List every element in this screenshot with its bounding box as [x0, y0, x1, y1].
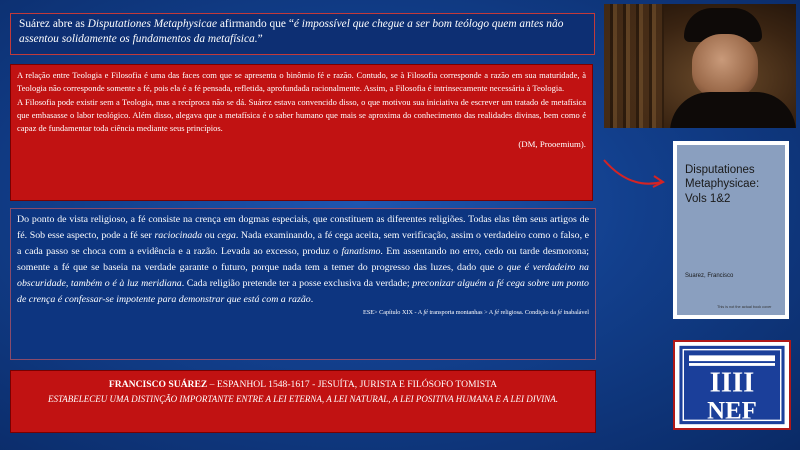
- portrait-image: [604, 4, 796, 128]
- faith-text-part: . Cada religião pretende ter a posse exclusiva da verdade;: [181, 278, 413, 290]
- book-cover: [673, 141, 789, 319]
- quote-box: [10, 13, 595, 55]
- portrait-face: [692, 34, 758, 98]
- logo-columns: IIII: [709, 366, 755, 399]
- quote-intro: Suárez abre as: [19, 18, 88, 30]
- faith-text-part: . Em assentando no erro, cedo ou tarde desmorona; somente a fé que se baseia na verdade garante o futuro, porque nada tem a temer do progresso das luzes, dado que: [17, 246, 589, 274]
- faith-emphasis: preconizar alguém a fé cega sobre um ponto de crença é confessar-se impotente para demonstrar que está com a razão: [17, 278, 589, 306]
- source-part: ESE> Capítulo XIX - A: [363, 309, 424, 317]
- faith-emphasis: o que é verdadeiro na obscuridade, também o é à luz meridiana: [17, 262, 589, 290]
- book-title: Disputationes Metaphysicae: Vols 1&2: [685, 164, 760, 205]
- faith-emphasis: raciocinada: [154, 230, 203, 242]
- faith-box: [10, 208, 596, 360]
- faith-text-part: . Nada examinando, a fé cega aceita, sem verificação, assim o verdadeiro como o falso, e a cada passo se choca com a evidência e a razão. Levada ao excesso, produz o: [17, 230, 589, 258]
- source-emphasis: fé: [557, 309, 563, 317]
- source-part: transporta montanhas > A: [427, 309, 495, 317]
- faith-emphasis: cega: [217, 230, 236, 242]
- bookshelf-background: [604, 4, 664, 128]
- excerpt-citation: (DM, Prooemium).: [518, 139, 586, 150]
- faith-source: [17, 309, 589, 318]
- philosopher-name: FRANCISCO SUÁREZ: [108, 379, 208, 390]
- excerpt-paragraph-1: A relação entre Teologia e Filosofia é uma das faces com que se apresenta o binômio fé e razão. Contudo, se à Filosofia corresponde a razão em sua maturidade, à Teologia não corresponde somente a fé, pois ela é a fé pensada, refletida, aprofundada racionalmente. Assim, a Filosofia é intrinsecamente necessária à Teologia.: [17, 70, 586, 94]
- source-part: inabalável: [562, 309, 589, 317]
- philosopher-details: – ESPANHOL 1548-1617 - JESUÍTA, JURISTA E FILÓSOFO TOMISTA: [207, 379, 498, 390]
- source-emphasis: fé: [494, 309, 499, 317]
- biography-heading: [21, 377, 585, 392]
- quote-end: ”: [257, 33, 263, 46]
- quote-mid: afirmando que “: [217, 18, 294, 30]
- curved-arrow-icon: [600, 150, 670, 195]
- faith-emphasis: fanatismo: [341, 246, 381, 258]
- nef-logo: [673, 340, 791, 430]
- logo-text: NEF: [707, 397, 757, 425]
- quote-text: é impossível que chegue a ser bom teólogo quem antes não assentou solidamente os fundamentos da metafísica.: [19, 18, 564, 46]
- book-author: Suarez, Francisco: [685, 273, 734, 279]
- faith-text-part: ou: [202, 230, 218, 242]
- faith-text-part: .: [310, 294, 314, 306]
- excerpt-box: [10, 64, 593, 201]
- faith-text-part: Do ponto de vista religioso, a fé consiste na crença em dogmas especiais, que constituem as diferentes religiões. Todas elas têm seus artigos de fé. Sob esse aspecto, pode a fé ser: [17, 214, 589, 242]
- book-cover-note: This is not the actual book cover: [717, 305, 772, 309]
- portrait-robe: [670, 92, 796, 128]
- biography-statement: ESTABELECEU UMA DISTINÇÃO IMPORTANTE ENTRE A LEI ETERNA, A LEI NATURAL, A LEI POSITIVA HUMANA E A LEI DIVINA.: [47, 394, 559, 405]
- source-emphasis: fé: [423, 309, 428, 317]
- source-part: religiosa. Condição da: [498, 309, 558, 317]
- biography-box: [10, 370, 596, 433]
- excerpt-paragraph-2: A Filosofia pode existir sem a Teologia, mas a recíproca não se dá. Suárez estava convencido disso, o que motivou sua iniciativa de escrever um tratado de metafísica que embasasse o labor teológico. Além disso, alegava que a metafísica é o saber humano que mais se aproxima do conhecimento das realidades divinas, bem como é capaz de fundamentar toda ciência mediante seus princípios.: [17, 96, 586, 133]
- quote-work-title: Disputationes Metaphysicae: [87, 18, 218, 30]
- faith-text: [17, 212, 589, 308]
